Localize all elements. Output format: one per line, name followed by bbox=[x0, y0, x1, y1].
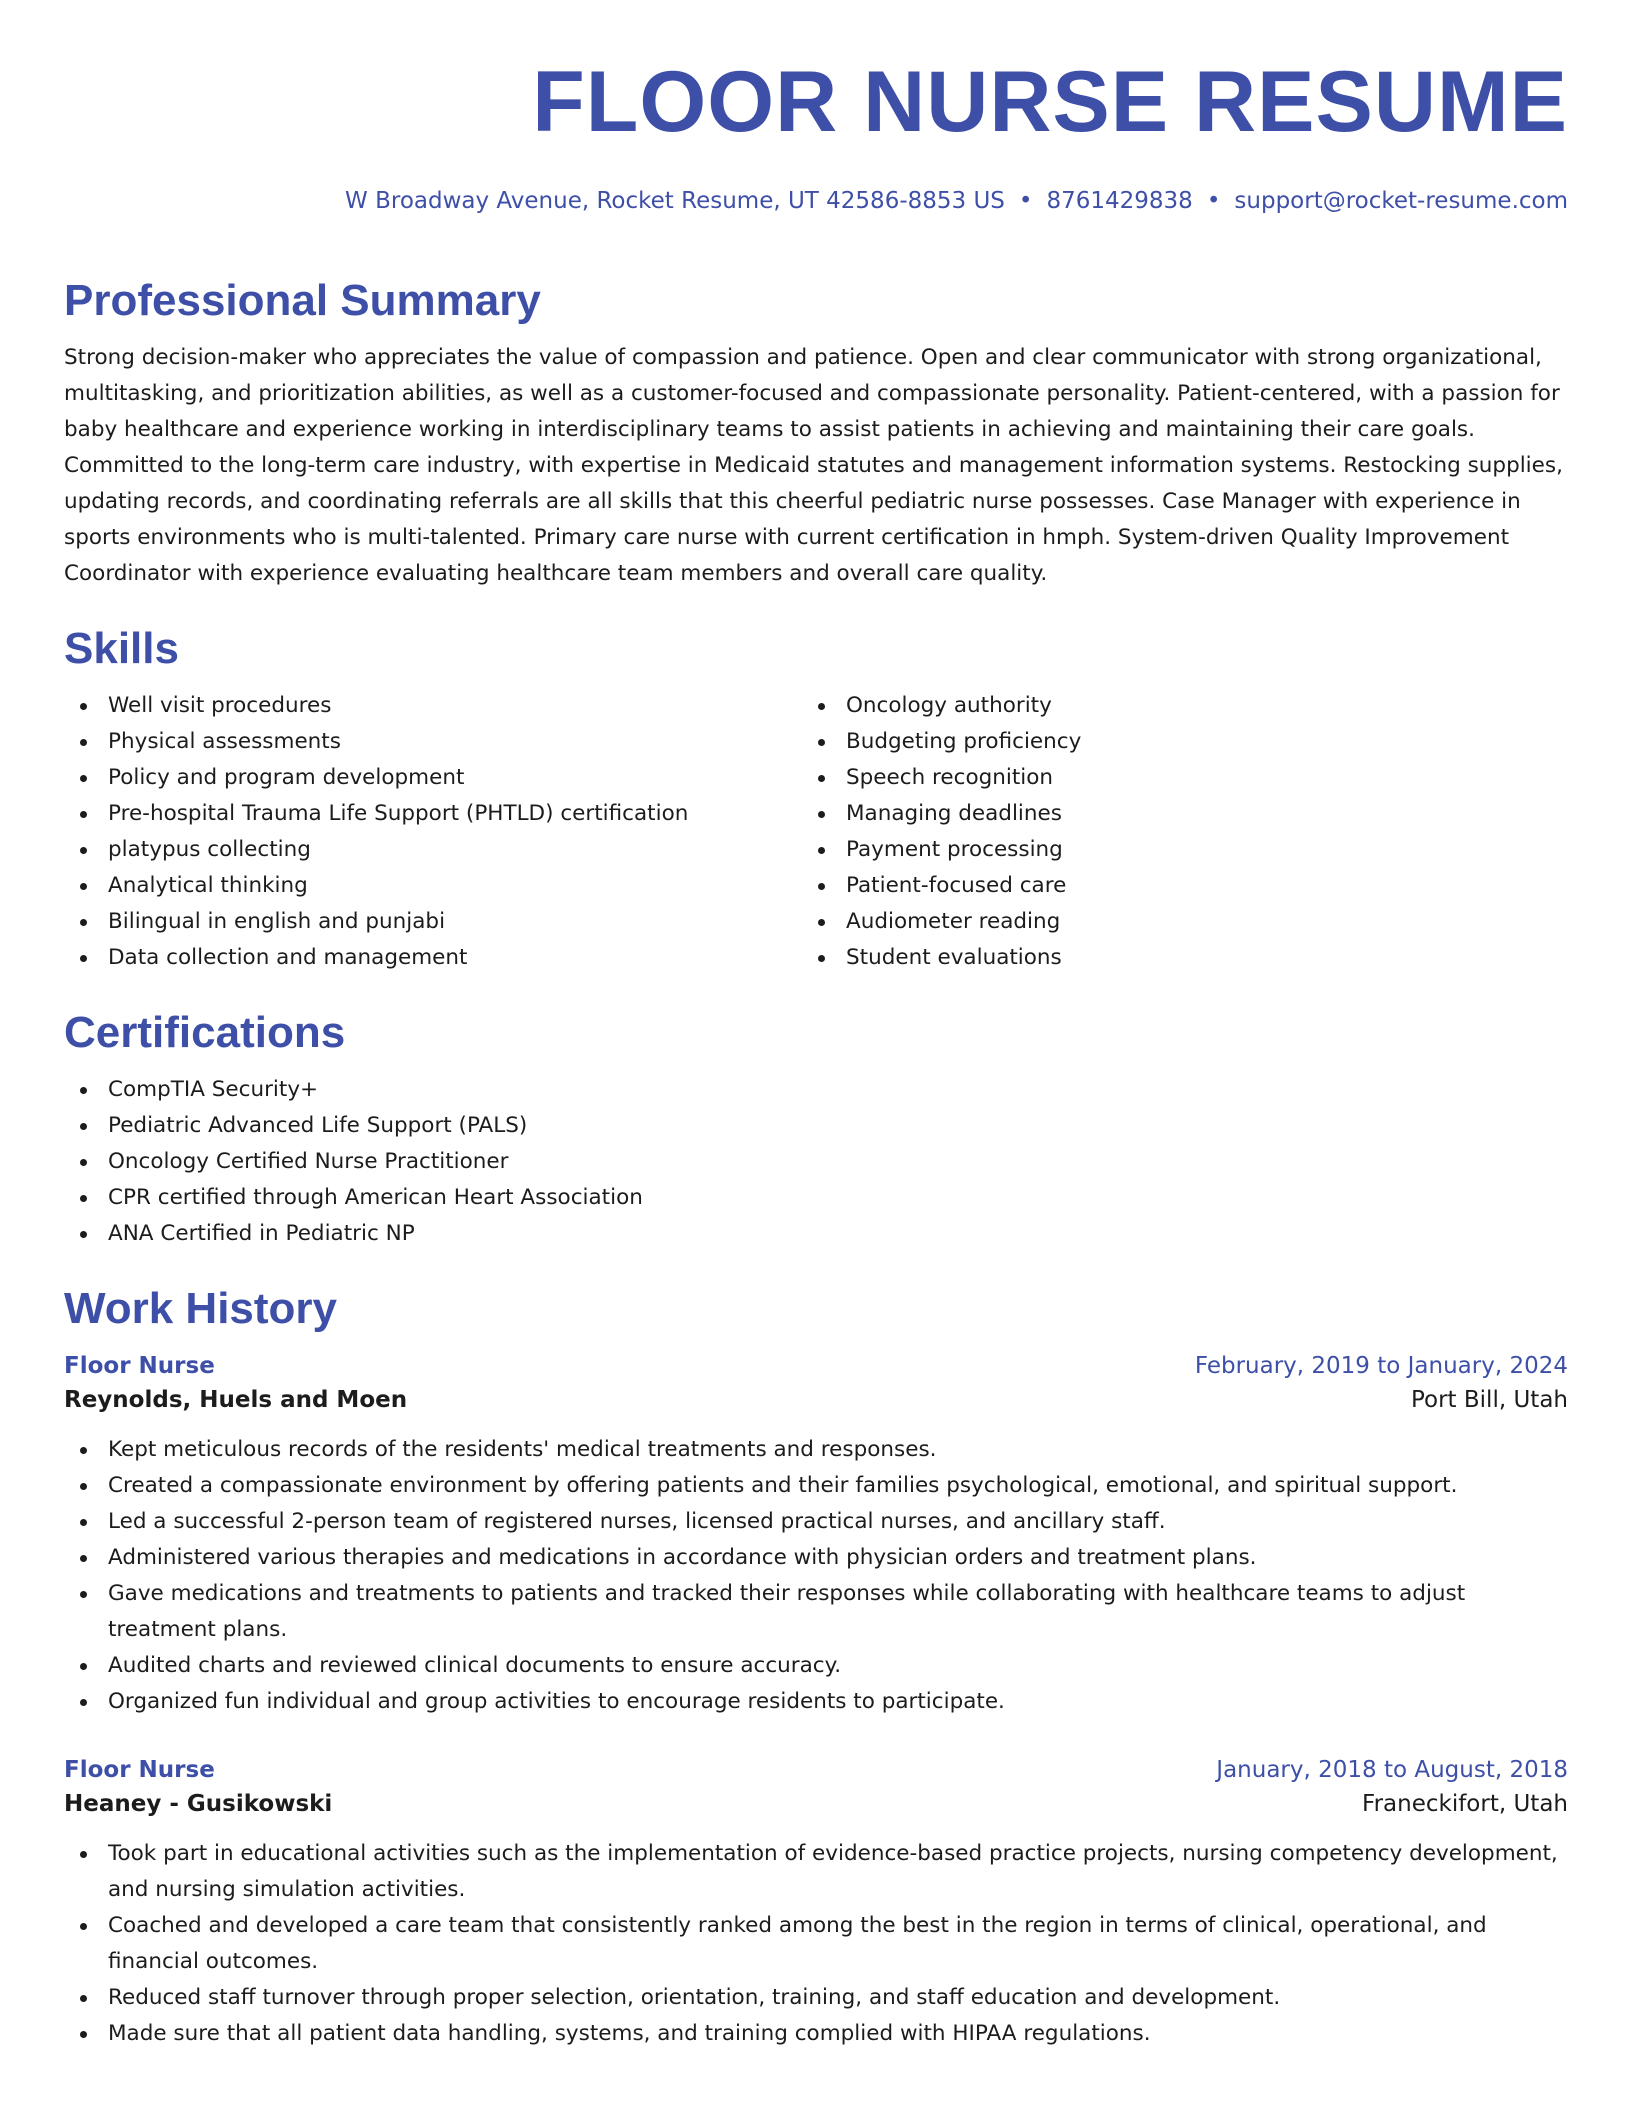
contact-separator: • bbox=[1018, 188, 1033, 214]
duty-item: Made sure that all patient data handling, systems, and training complied with HIPAA regulations. bbox=[64, 2016, 1568, 2052]
certification-item: ANA Certified in Pediatric NP bbox=[64, 1216, 1568, 1252]
summary-heading: Professional Summary bbox=[64, 276, 541, 325]
job-title-row bbox=[64, 1754, 1568, 1786]
job-company: Reynolds, Huels and Moen bbox=[64, 1387, 408, 1413]
job-dates: February, 2019 to January, 2024 bbox=[1194, 1353, 1568, 1379]
skill-item: Policy and program development bbox=[64, 760, 802, 796]
certification-item: Oncology Certified Nurse Practitioner bbox=[64, 1144, 1568, 1180]
job-duties-list bbox=[64, 1432, 1568, 1720]
duty-item: Audited charts and reviewed clinical documents to ensure accuracy. bbox=[64, 1648, 1568, 1684]
resume-title: FLOOR NURSE RESUME bbox=[532, 54, 1568, 150]
skill-item: Payment processing bbox=[802, 832, 1540, 868]
job-company: Heaney - Gusikowski bbox=[64, 1791, 333, 1817]
skill-item: Physical assessments bbox=[64, 724, 802, 760]
contact-line bbox=[64, 186, 1568, 216]
skill-item: Analytical thinking bbox=[64, 868, 802, 904]
contact-email[interactable]: support@rocket-resume.com bbox=[1234, 188, 1568, 214]
summary-text: Strong decision-maker who appreciates the value of compassion and patience. Open and clear communicator with strong organizational, multitasking, and prioritization abilities, as well as a customer-focused and compassionate personality. Patient-centered, with a passion for baby healthcare and experience working in interdisciplinary teams to assist patients in achieving and maintaining their care goals. Committed to the long-term care industry, with expertise in Medicaid statutes and management information systems. Restocking supplies, updating records, and coordinating referrals are all skills that this cheerful pediatric nurse possesses. Case Manager with experience in sports environments who is multi-talented. Primary care nurse with current certification in hmph. System-driven Quality Improvement Coordinator with experience evaluating healthcare team members and overall care quality. bbox=[64, 345, 1563, 586]
skills-heading: Skills bbox=[64, 624, 179, 673]
duty-item: Reduced staff turnover through proper selection, orientation, training, and staff education and development. bbox=[64, 1980, 1568, 2016]
duty-item: Organized fun individual and group activities to encourage residents to participate. bbox=[64, 1684, 1568, 1720]
contact-address: W Broadway Avenue, Rocket Resume, UT 42586-8853 US bbox=[345, 188, 1005, 214]
job-location: Port Bill, Utah bbox=[1410, 1387, 1568, 1413]
skill-item: Well visit procedures bbox=[64, 688, 802, 724]
certifications-heading: Certifications bbox=[64, 1008, 346, 1057]
duty-item: Took part in educational activities such as the implementation of evidence-based practice projects, nursing competency development, and nursing simulation activities. bbox=[64, 1836, 1568, 1908]
job-company-row bbox=[64, 1382, 1568, 1418]
skill-item: Budgeting proficiency bbox=[802, 724, 1540, 760]
duty-item: Gave medications and treatments to patients and tracked their responses while collaborating with healthcare teams to adjust treatment plans. bbox=[64, 1576, 1568, 1648]
duty-item: Kept meticulous records of the residents' medical treatments and responses. bbox=[64, 1432, 1568, 1468]
duty-item: Led a successful 2-person team of registered nurses, licensed practical nurses, and ancillary staff. bbox=[64, 1504, 1568, 1540]
certification-item: Pediatric Advanced Life Support (PALS) bbox=[64, 1108, 1568, 1144]
duty-item: Coached and developed a care team that consistently ranked among the best in the region in terms of clinical, operational, and financial outcomes. bbox=[64, 1908, 1568, 1980]
certification-item: CPR certified through American Heart Association bbox=[64, 1180, 1568, 1216]
certification-item: CompTIA Security+ bbox=[64, 1072, 1568, 1108]
job-title-row bbox=[64, 1350, 1568, 1382]
skills-list-left bbox=[64, 688, 802, 976]
job-duties-list bbox=[64, 1836, 1568, 2052]
job-title: Floor Nurse bbox=[64, 1757, 215, 1783]
job-dates: January, 2018 to August, 2018 bbox=[1216, 1757, 1568, 1783]
skill-item: Managing deadlines bbox=[802, 796, 1540, 832]
job-entry bbox=[64, 1350, 1568, 1720]
skill-item: Student evaluations bbox=[802, 940, 1540, 976]
skill-item: Bilingual in english and punjabi bbox=[64, 904, 802, 940]
contact-separator: • bbox=[1206, 188, 1221, 214]
skill-item: platypus collecting bbox=[64, 832, 802, 868]
skill-item: Pre-hospital Trauma Life Support (PHTLD) certification bbox=[64, 796, 802, 832]
resume-header bbox=[64, 0, 1568, 216]
skill-item: Data collection and management bbox=[64, 940, 802, 976]
job-entry bbox=[64, 1754, 1568, 2052]
work-history-heading: Work History bbox=[64, 1284, 338, 1333]
duty-item: Administered various therapies and medications in accordance with physician orders and treatment plans. bbox=[64, 1540, 1568, 1576]
job-company-row bbox=[64, 1786, 1568, 1822]
skill-item: Audiometer reading bbox=[802, 904, 1540, 940]
duty-item: Created a compassionate environment by offering patients and their families psychological, emotional, and spiritual support. bbox=[64, 1468, 1568, 1504]
contact-phone: 8761429838 bbox=[1046, 188, 1193, 214]
skill-item: Speech recognition bbox=[802, 760, 1540, 796]
certifications-list bbox=[64, 1072, 1568, 1252]
skills-list-right bbox=[802, 688, 1540, 976]
skill-item: Oncology authority bbox=[802, 688, 1540, 724]
job-title: Floor Nurse bbox=[64, 1353, 215, 1379]
skills-grid bbox=[64, 688, 1568, 976]
job-location: Franeckifort, Utah bbox=[1362, 1791, 1568, 1817]
skill-item: Patient-focused care bbox=[802, 868, 1540, 904]
